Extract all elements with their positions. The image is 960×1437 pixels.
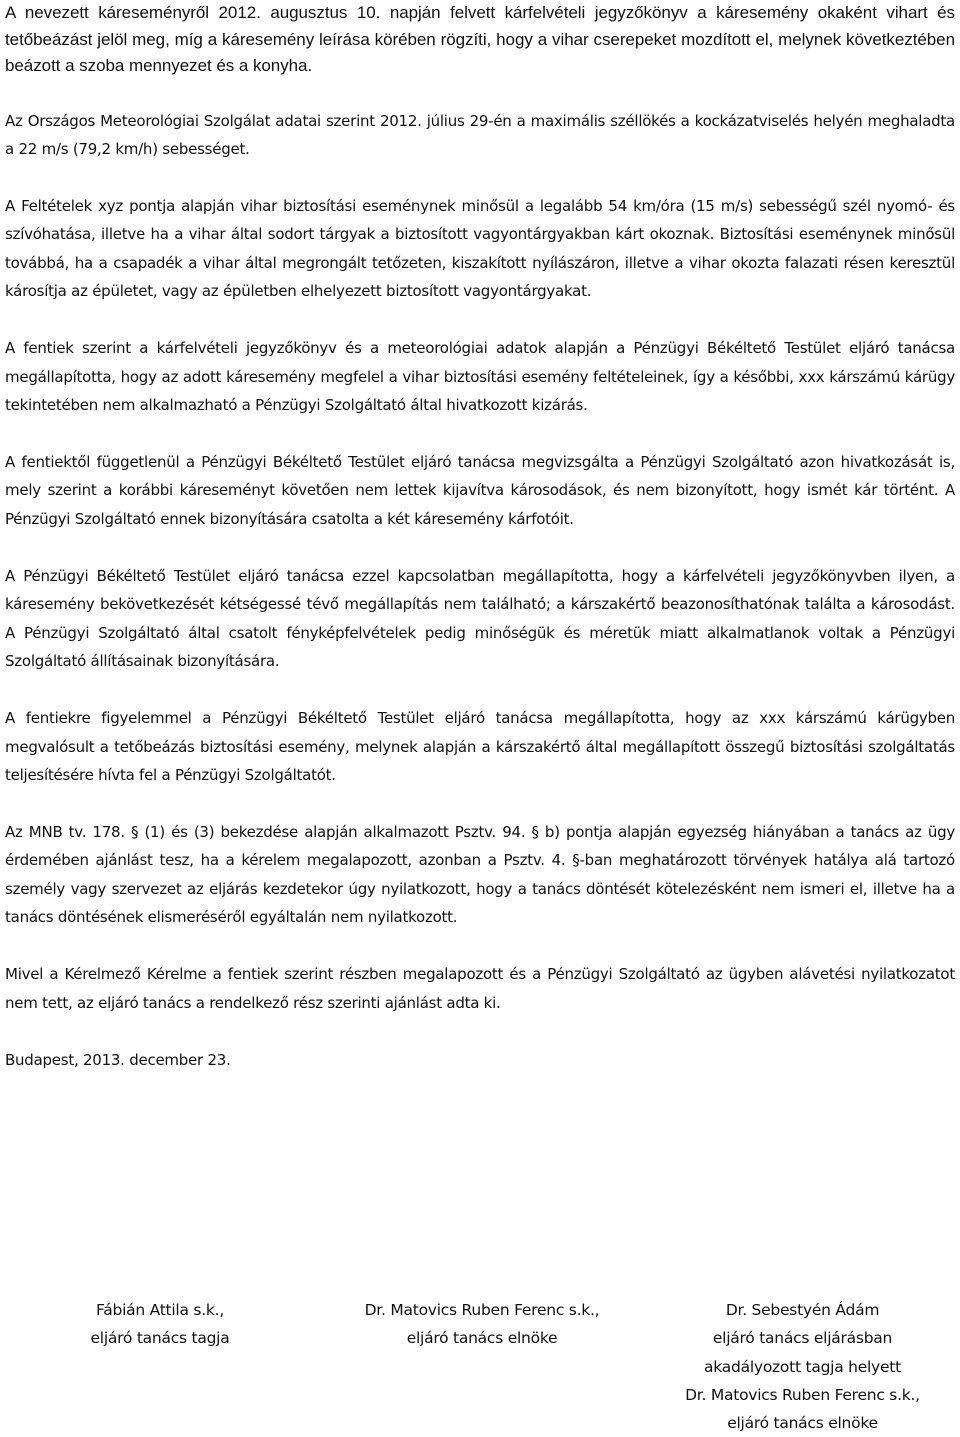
signature-role: eljáró tanács eljárásban	[712, 1329, 893, 1348]
signature-name: Dr. Matovics Ruben Ferenc s.k.,	[364, 1301, 600, 1319]
signature-name: Fábián Attila s.k.,	[96, 1301, 224, 1319]
signature-chair	[322, 1296, 642, 1353]
signature-name: Dr. Matovics Ruben Ferenc s.k.,	[685, 1385, 920, 1404]
signature-role: akadályozott tagja helyett	[704, 1357, 901, 1376]
document-page	[5, 0, 955, 1074]
independent-paragraph: A fentiektől függetlenül a Pénzügyi Békéltető Testület eljáró tanácsa megvizsgálta a Pénzügyi Szolgáltató azon hivatkozását is, mely szerint a korábbi káreseményt követően nem lettek kijavítva károsodások, és nem bizonyított, hogy ismét kár történt. A Pénzügyi Szolgáltató ennek bizonyítására csatolta a két káresemény kárfotóit.	[5, 453, 955, 528]
signature-role: eljáró tanács tagja	[90, 1329, 230, 1348]
intro-paragraph: A nevezett káreseményről 2012. augusztus 10. napján felvett kárfelvételi jegyzőkönyv a káresemény okaként vihart és tetőbeázást jelöl meg, míg a káresemény leírása körében rögzíti, hogy a vihar cserepeket mozdított el, melynek következtében beázott a szoba mennyezet és a konyha.	[5, 3, 955, 75]
legal-paragraph: Az MNB tv. 178. § (1) és (3) bekezdése alapján alkalmazott Psztv. 94. § b) pontja alapján egyezség hiányában a tanács az ügy érdemében ajánlást tesz, ha a kérelem megalapozott, azonban a Psztv. 4. §-ban meghatározott törvények hatálya alá tartozó személy vagy szervezet az eljárás kezdetekor úgy nyilatkozott, hogy a tanács döntését kötelezésként nem ismeri el, illetve ha a tanács döntésének elismeréséről egyáltalán nem nyilatkozott.	[5, 823, 955, 927]
conditions-paragraph: A Feltételek xyz pontja alapján vihar biztosítási eseménynek minősül a legalább 54 km/óra (15 m/s) sebességű szél nyomó- és szívóhatása, illetve ha a vihar által sodort tárgyak a biztosított vagyontárgyakban kárt okoznak. Biztosítási eseménynek minősül továbbá, ha a csapadék a vihar által megrongált tetőzeten, kiszakított nyílászáron, illetve a vihar okozta falazati résen keresztül károsítja az épületet, vagy az épületben elhelyezett biztosított vagyontárgyakat.	[5, 197, 955, 300]
weather-paragraph: Az Országos Meteorológiai Szolgálat adatai szerint 2012. július 29-én a maximális széllökés a kockázatviselés helyén meghaladta a 22 m/s (79,2 km/h) sebességet.	[5, 111, 955, 158]
signature-role: eljáró tanács elnöke	[406, 1329, 558, 1348]
evidence-paragraph: A Pénzügyi Békéltető Testület eljáró tanácsa ezzel kapcsolatban megállapította, hogy a kárfelvételi jegyzőkönyvben ilyen, a káresemény bekövetkezését kétségessé tévő megállapítás nem található; a kárszakértő beazonosíthatónak találta a károsodást. A Pénzügyi Szolgáltató által csatolt fényképfelvételek pedig minőségük és méretük miatt alkalmatlanok voltak a Pénzügyi Szolgáltató állításainak bizonyítására.	[5, 567, 955, 670]
signature-role: eljáró tanács elnöke	[727, 1414, 878, 1433]
signature-member	[55, 1296, 265, 1353]
signature-name: Dr. Sebestyén Ádám	[725, 1301, 880, 1319]
finding-paragraph: A fentiek szerint a kárfelvételi jegyzőkönyv és a meteorológiai adatok alapján a Pénzügyi Békéltető Testület eljáró tanácsa megállapította, hogy az adott káresemény megfelel a vihar biztosítási esemény feltételeinek, így a későbbi, xxx kárszámú kárügy tekintetében nem alkalmazható a Pénzügyi Szolgáltató által hivatkozott kizárás.	[5, 339, 955, 414]
recommendation-paragraph: Mivel a Kérelmező Kérelme a fentiek szerint részben megalapozott és a Pénzügyi Szolgáltató az ügyben alávetési nyilatkozatot nem tett, az eljáró tanács a rendelkező rész szerinti ajánlást adta ki.	[5, 965, 955, 1012]
signature-substitute	[645, 1296, 960, 1437]
conclusion-paragraph: A fentiekre figyelemmel a Pénzügyi Békéltető Testület eljáró tanácsa megállapította, hogy az xxx kárszámú kárügyben megvalósult a tetőbeázás biztosítási esemény, melynek alapján a kárszakértő által megállapított összegű biztosítási szolgáltatás teljesítésére hívta fel a Pénzügyi Szolgáltatót.	[5, 709, 955, 784]
place-date: Budapest, 2013. december 23.	[5, 1050, 231, 1069]
